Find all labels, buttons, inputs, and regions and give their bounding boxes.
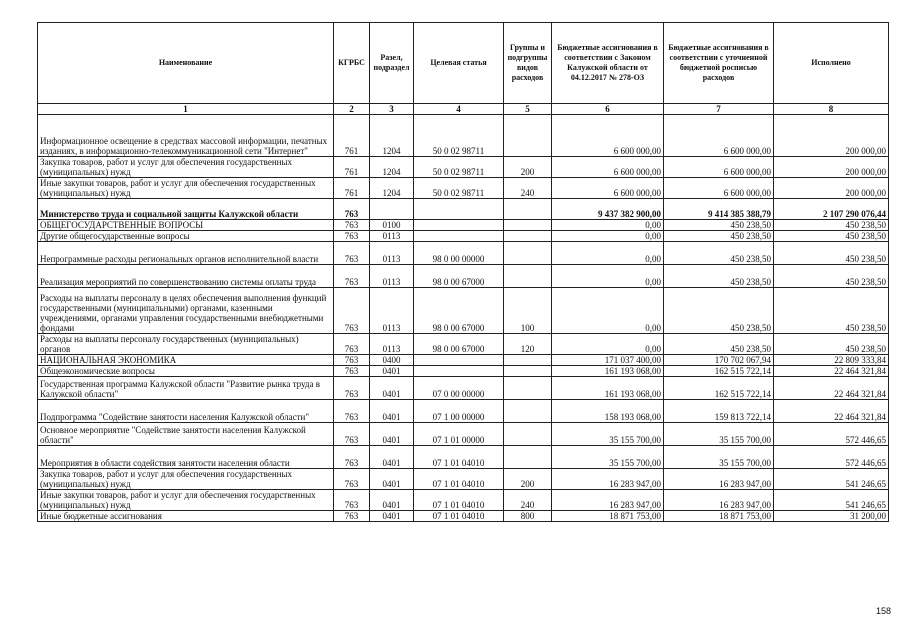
cell-budget-refined: 16 283 947,00 [664,490,774,511]
cell-target: 98 0 00 67000 [414,288,504,334]
cell-budget-refined: 450 238,50 [664,288,774,334]
cell-target: 07 1 01 04010 [414,469,504,490]
cell-kgrbs: 763 [334,265,370,288]
table-row [38,178,889,199]
cell-budget-refined: 35 155 700,00 [664,446,774,469]
cell-executed: 450 238,50 [774,231,889,242]
cell-executed: 450 238,50 [774,220,889,231]
cell-target [414,231,504,242]
cell-section: 0401 [370,400,414,423]
cell-budget-law: 6 600 000,00 [552,178,664,199]
table-row [38,423,889,446]
table-row [38,400,889,423]
cell-name: Расходы на выплаты персоналу в целях обеспечения выполнения функций государственными (муниципальными) органами, казенными учреждениями, органами управления государственными внебюджетными фондами [38,288,334,334]
cell-kgrbs: 761 [334,178,370,199]
cell-target [414,199,504,220]
cell-section: 0401 [370,490,414,511]
cell-group [504,199,552,220]
cell-target: 07 0 00 00000 [414,377,504,400]
cell-kgrbs: 761 [334,115,370,157]
table-row [38,366,889,377]
cell-executed: 541 246,65 [774,469,889,490]
header-name: Наименование [38,23,334,104]
cell-budget-law: 18 871 753,00 [552,511,664,522]
cell-group: 100 [504,288,552,334]
cell-budget-law: 9 437 382 900,00 [552,199,664,220]
header-section: Разел, подраздел [370,23,414,104]
cell-name: Иные бюджетные ассигнования [38,511,334,522]
cell-kgrbs: 763 [334,400,370,423]
cell-executed: 22 464 321,84 [774,366,889,377]
cell-budget-refined: 450 238,50 [664,231,774,242]
cell-budget-law: 16 283 947,00 [552,469,664,490]
cell-budget-refined: 450 238,50 [664,265,774,288]
cell-budget-refined: 450 238,50 [664,220,774,231]
table-row [38,288,889,334]
table-row [38,220,889,231]
cell-section: 0401 [370,446,414,469]
cell-name: Непрограммные расходы региональных органов исполнительной власти [38,242,334,265]
cell-name: Общеэкономические вопросы [38,366,334,377]
cell-group: 200 [504,157,552,178]
cell-target: 07 1 01 04010 [414,446,504,469]
header-executed: Исполнено [774,23,889,104]
cell-section: 0401 [370,511,414,522]
cell-budget-law: 0,00 [552,231,664,242]
table-row [38,265,889,288]
cell-budget-law: 0,00 [552,242,664,265]
cell-executed: 450 238,50 [774,242,889,265]
cell-budget-refined: 170 702 067,94 [664,355,774,366]
cell-target: 07 1 01 00000 [414,423,504,446]
table-row [38,511,889,522]
cell-target [414,220,504,231]
cell-group [504,355,552,366]
cell-name: НАЦИОНАЛЬНАЯ ЭКОНОМИКА [38,355,334,366]
cell-executed: 22 809 333,84 [774,355,889,366]
cell-group [504,265,552,288]
cell-kgrbs: 763 [334,511,370,522]
cell-target [414,366,504,377]
cell-section: 0401 [370,366,414,377]
cell-section: 0113 [370,334,414,355]
header-kgrbs: КГРБС [334,23,370,104]
cell-section: 0113 [370,231,414,242]
table-row [38,157,889,178]
cell-executed: 31 200,00 [774,511,889,522]
cell-section: 1204 [370,178,414,199]
cell-executed: 200 000,00 [774,157,889,178]
cell-name: ОБЩЕГОСУДАРСТВЕННЫЕ ВОПРОСЫ [38,220,334,231]
cell-budget-refined: 6 600 000,00 [664,157,774,178]
cell-group [504,231,552,242]
cell-target: 50 0 02 98711 [414,157,504,178]
cell-name: Другие общегосударственные вопросы [38,231,334,242]
cell-kgrbs: 763 [334,288,370,334]
cell-section: 1204 [370,115,414,157]
table-row [38,199,889,220]
cell-name: Государственная программа Калужской области "Развитие рынка труда в Калужской области" [38,377,334,400]
cell-name: Иные закупки товаров, работ и услуг для обеспечения государственных (муниципальных) нужд [38,178,334,199]
cell-executed: 572 446,65 [774,423,889,446]
cell-group [504,220,552,231]
column-number: 3 [370,104,414,115]
cell-budget-law: 158 193 068,00 [552,400,664,423]
cell-budget-refined: 162 515 722,14 [664,377,774,400]
cell-budget-law: 35 155 700,00 [552,423,664,446]
budget-table [37,22,889,522]
cell-group [504,115,552,157]
header-groups: Группы и подгруппы видов расходов [504,23,552,104]
cell-target: 07 1 01 04010 [414,511,504,522]
cell-kgrbs: 763 [334,220,370,231]
cell-target: 98 0 00 67000 [414,265,504,288]
cell-section: 0401 [370,377,414,400]
cell-budget-refined: 450 238,50 [664,242,774,265]
cell-budget-law: 0,00 [552,265,664,288]
cell-budget-law: 6 600 000,00 [552,115,664,157]
cell-budget-law: 35 155 700,00 [552,446,664,469]
cell-budget-refined: 159 813 722,14 [664,400,774,423]
cell-executed: 541 246,65 [774,490,889,511]
cell-name: Основное мероприятие "Содействие занятости населения Калужской области" [38,423,334,446]
cell-section: 0113 [370,288,414,334]
cell-target: 98 0 00 00000 [414,242,504,265]
column-number: 7 [664,104,774,115]
cell-kgrbs: 763 [334,231,370,242]
cell-kgrbs: 763 [334,334,370,355]
page-number: 158 [876,606,892,616]
cell-name: Закупка товаров, работ и услуг для обеспечения государственных (муниципальных) нужд [38,469,334,490]
cell-name: Иные закупки товаров, работ и услуг для обеспечения государственных (муниципальных) нужд [38,490,334,511]
cell-target: 50 0 02 98711 [414,178,504,199]
cell-name: Мероприятия в области содействия занятости населения области [38,446,334,469]
cell-budget-law: 0,00 [552,334,664,355]
cell-executed: 22 464 321,84 [774,400,889,423]
cell-budget-law: 0,00 [552,288,664,334]
cell-name: Закупка товаров, работ и услуг для обеспечения государственных (муниципальных) нужд [38,157,334,178]
cell-group: 120 [504,334,552,355]
header-budget-refined: Бюджетные ассигнования в соответствии с уточненной бюджетной росписью расходов [664,23,774,104]
cell-group [504,242,552,265]
cell-budget-refined: 18 871 753,00 [664,511,774,522]
cell-group: 240 [504,178,552,199]
column-number: 4 [414,104,504,115]
cell-executed: 450 238,50 [774,265,889,288]
cell-group [504,423,552,446]
cell-executed: 450 238,50 [774,334,889,355]
cell-budget-law: 161 193 068,00 [552,377,664,400]
cell-kgrbs: 763 [334,469,370,490]
cell-target: 07 1 00 00000 [414,400,504,423]
cell-kgrbs: 763 [334,199,370,220]
cell-section: 0400 [370,355,414,366]
table-row [38,377,889,400]
cell-section: 1204 [370,157,414,178]
cell-executed: 450 238,50 [774,288,889,334]
cell-name: Подпрограмма "Содействие занятости населения Калужской области" [38,400,334,423]
table-row [38,355,889,366]
cell-group: 800 [504,511,552,522]
cell-target: 98 0 00 67000 [414,334,504,355]
cell-name: Информационное освещение в средствах массовой информации, печатных изданиях, в информационно-телекоммуникационной сети "Интернет" [38,115,334,157]
cell-budget-law: 6 600 000,00 [552,157,664,178]
column-number: 8 [774,104,889,115]
cell-budget-refined: 162 515 722,14 [664,366,774,377]
cell-executed: 200 000,00 [774,178,889,199]
cell-budget-law: 171 037 400,00 [552,355,664,366]
cell-budget-refined: 9 414 385 388,79 [664,199,774,220]
cell-section: 0100 [370,220,414,231]
cell-budget-refined: 450 238,50 [664,334,774,355]
cell-kgrbs: 763 [334,423,370,446]
cell-name: Реализация мероприятий по совершенствованию системы оплаты труда [38,265,334,288]
column-number: 5 [504,104,552,115]
table-row [38,115,889,157]
cell-section: 0113 [370,242,414,265]
cell-budget-law: 161 193 068,00 [552,366,664,377]
cell-section: 0401 [370,469,414,490]
header-budget-law: Бюджетные ассигнования в соответствии с Законом Калужской области от 04.12.2017 № 278-ОЗ [552,23,664,104]
table-body [38,115,889,522]
cell-kgrbs: 761 [334,157,370,178]
cell-name: Министерство труда и социальной защиты Калужской области [38,199,334,220]
cell-kgrbs: 763 [334,242,370,265]
cell-executed: 2 107 290 076,44 [774,199,889,220]
cell-target: 50 0 02 98711 [414,115,504,157]
cell-group [504,377,552,400]
cell-section [370,199,414,220]
cell-budget-law: 16 283 947,00 [552,490,664,511]
table-row [38,469,889,490]
table-row [38,231,889,242]
cell-name: Расходы на выплаты персоналу государственных (муниципальных) органов [38,334,334,355]
cell-kgrbs: 763 [334,490,370,511]
cell-budget-law: 0,00 [552,220,664,231]
header-target: Целевая статья [414,23,504,104]
cell-executed: 572 446,65 [774,446,889,469]
cell-kgrbs: 763 [334,355,370,366]
cell-kgrbs: 763 [334,366,370,377]
cell-budget-refined: 16 283 947,00 [664,469,774,490]
cell-section: 0401 [370,423,414,446]
cell-group [504,366,552,377]
table-row [38,446,889,469]
table-row [38,242,889,265]
cell-group: 240 [504,490,552,511]
cell-kgrbs: 763 [334,446,370,469]
cell-budget-refined: 6 600 000,00 [664,178,774,199]
cell-group [504,446,552,469]
column-number: 1 [38,104,334,115]
cell-group: 200 [504,469,552,490]
column-number: 6 [552,104,664,115]
column-number: 2 [334,104,370,115]
table-row [38,490,889,511]
cell-target: 07 1 01 04010 [414,490,504,511]
cell-executed: 22 464 321,84 [774,377,889,400]
cell-kgrbs: 763 [334,377,370,400]
cell-group [504,400,552,423]
cell-target [414,355,504,366]
cell-budget-refined: 6 600 000,00 [664,115,774,157]
table-row [38,334,889,355]
cell-budget-refined: 35 155 700,00 [664,423,774,446]
cell-executed: 200 000,00 [774,115,889,157]
cell-section: 0113 [370,265,414,288]
